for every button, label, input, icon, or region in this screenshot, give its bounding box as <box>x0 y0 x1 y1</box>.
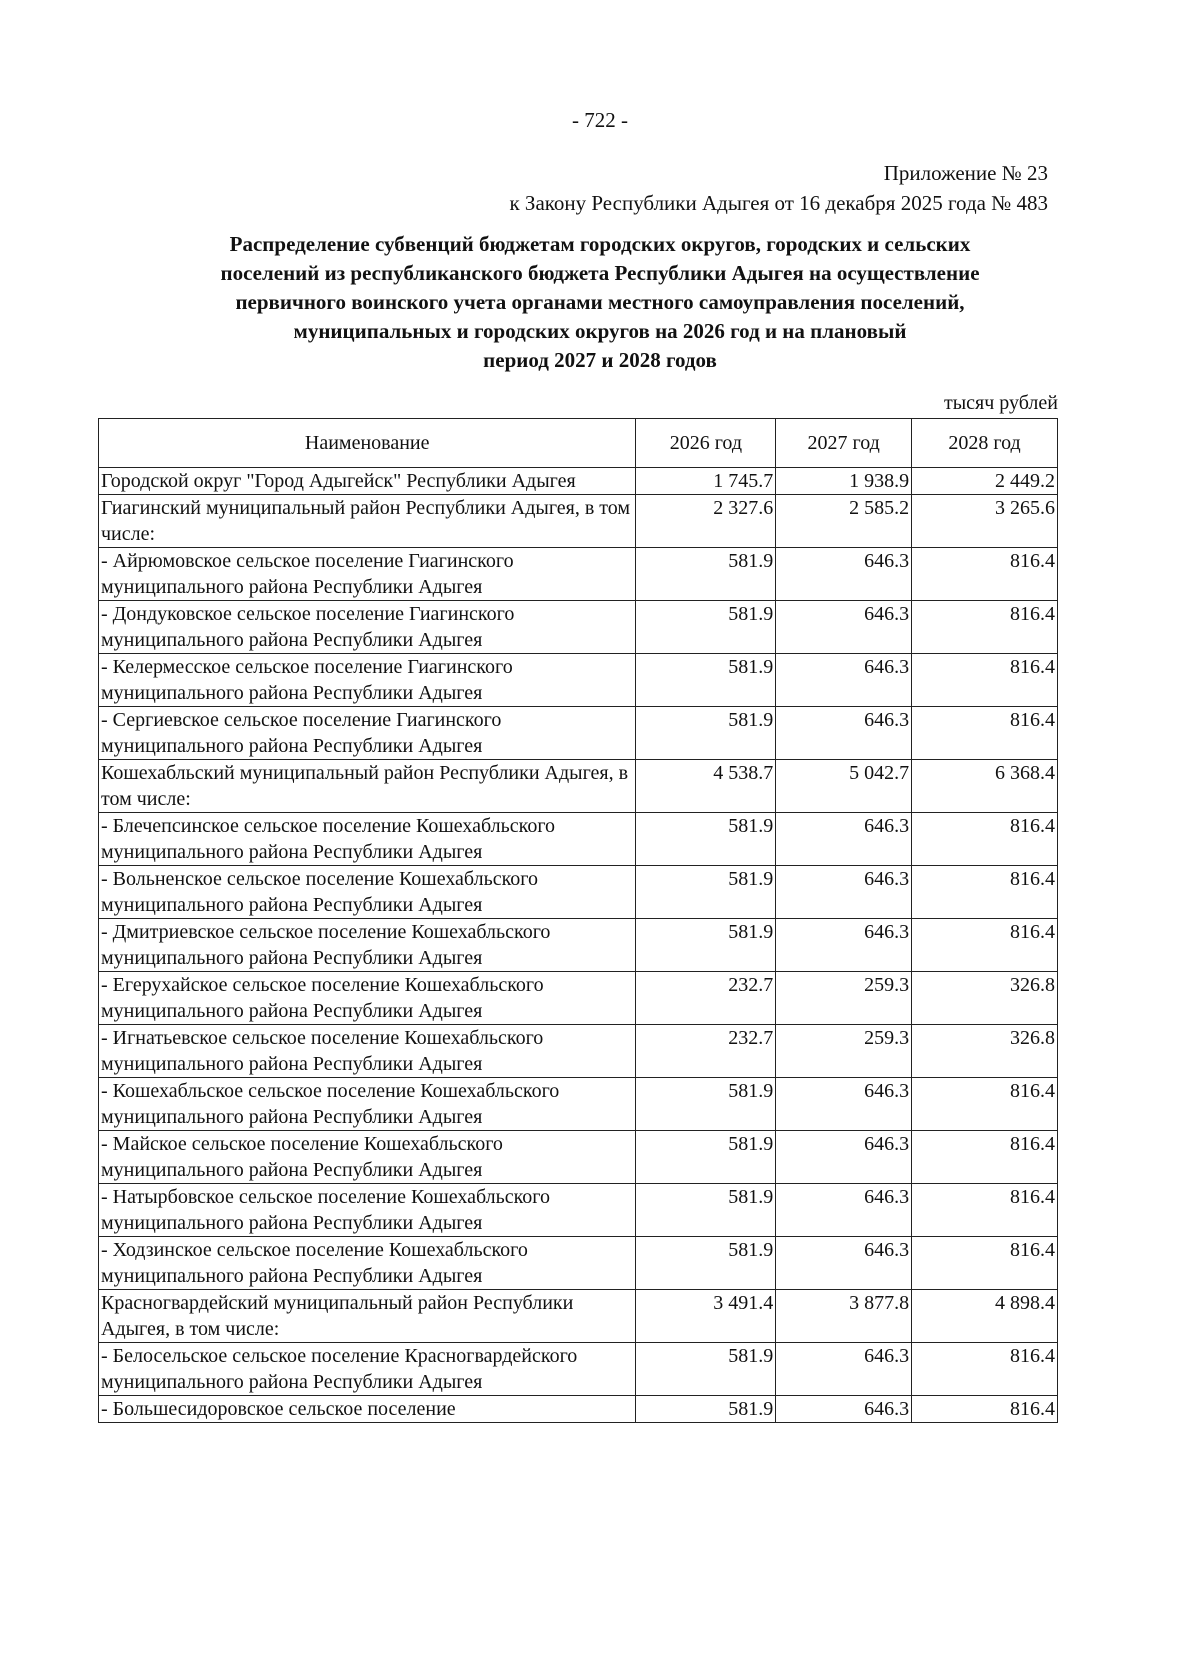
row-name-cell: - Блечепсинское сельское поселение Кошехабльского муниципального района Республики Адыгея <box>99 813 636 866</box>
table-row <box>99 919 1058 972</box>
value-2028-cell: 4 898.4 <box>912 1290 1058 1343</box>
value-2027-cell: 259.3 <box>776 1025 912 1078</box>
row-name-cell: - Майское сельское поселение Кошехабльского муниципального района Республики Адыгея <box>99 1131 636 1184</box>
table-row <box>99 548 1058 601</box>
value-2027-cell: 646.3 <box>776 866 912 919</box>
title-line: муниципальных и городских округов на 2026 год и на плановый <box>293 319 907 343</box>
column-header-name: Наименование <box>99 419 636 468</box>
value-2027-cell: 2 585.2 <box>776 495 912 548</box>
row-name-cell: - Игнатьевское сельское поселение Кошехабльского муниципального района Республики Адыгея <box>99 1025 636 1078</box>
value-2027-cell: 646.3 <box>776 707 912 760</box>
value-2026-cell: 581.9 <box>636 707 776 760</box>
value-2028-cell: 816.4 <box>912 866 1058 919</box>
value-2026-cell: 581.9 <box>636 1078 776 1131</box>
row-name-cell: - Натырбовское сельское поселение Кошехабльского муниципального района Республики Адыгея <box>99 1184 636 1237</box>
table-body <box>99 468 1058 1423</box>
value-2026-cell: 581.9 <box>636 866 776 919</box>
value-2026-cell: 581.9 <box>636 548 776 601</box>
row-name-cell: - Дондуковское сельское поселение Гиагинского муниципального района Республики Адыгея <box>99 601 636 654</box>
table-row <box>99 813 1058 866</box>
value-2026-cell: 581.9 <box>636 601 776 654</box>
value-2026-cell: 2 327.6 <box>636 495 776 548</box>
value-2026-cell: 4 538.7 <box>636 760 776 813</box>
table-row <box>99 760 1058 813</box>
annex-number: Приложение № 23 <box>883 161 1048 185</box>
value-2026-cell: 232.7 <box>636 972 776 1025</box>
value-2027-cell: 646.3 <box>776 919 912 972</box>
row-name-cell: - Ходзинское сельское поселение Кошехабльского муниципального района Республики Адыгея <box>99 1237 636 1290</box>
value-2027-cell: 646.3 <box>776 601 912 654</box>
table-row <box>99 1078 1058 1131</box>
value-2027-cell: 5 042.7 <box>776 760 912 813</box>
page-number: - 722 - <box>572 108 628 132</box>
value-2028-cell: 816.4 <box>912 813 1058 866</box>
row-name-cell: - Егерухайское сельское поселение Кошехабльского муниципального района Республики Адыгея <box>99 972 636 1025</box>
value-2028-cell: 816.4 <box>912 919 1058 972</box>
table-row <box>99 707 1058 760</box>
value-2028-cell: 326.8 <box>912 972 1058 1025</box>
table-row <box>99 866 1058 919</box>
value-2028-cell: 326.8 <box>912 1025 1058 1078</box>
table-row <box>99 1343 1058 1396</box>
value-2027-cell: 3 877.8 <box>776 1290 912 1343</box>
value-2027-cell: 259.3 <box>776 972 912 1025</box>
table-row <box>99 601 1058 654</box>
value-2028-cell: 816.4 <box>912 654 1058 707</box>
title-line: период 2027 и 2028 годов <box>483 348 717 372</box>
value-2027-cell: 646.3 <box>776 1131 912 1184</box>
value-2028-cell: 816.4 <box>912 1078 1058 1131</box>
annex-law-reference: к Закону Республики Адыгея от 16 декабря 2025 года № 483 <box>509 191 1048 215</box>
column-header-2026: 2026 год <box>636 419 776 468</box>
value-2028-cell: 816.4 <box>912 1131 1058 1184</box>
value-2028-cell: 6 368.4 <box>912 760 1058 813</box>
row-name-cell: - Дмитриевское сельское поселение Кошехабльского муниципального района Республики Адыгея <box>99 919 636 972</box>
value-2028-cell: 2 449.2 <box>912 468 1058 495</box>
value-2026-cell: 581.9 <box>636 1343 776 1396</box>
value-2028-cell: 3 265.6 <box>912 495 1058 548</box>
value-2027-cell: 646.3 <box>776 813 912 866</box>
value-2028-cell: 816.4 <box>912 601 1058 654</box>
value-2027-cell: 646.3 <box>776 654 912 707</box>
title-line: поселений из республиканского бюджета Республики Адыгея на осуществление <box>220 261 980 285</box>
value-2028-cell: 816.4 <box>912 1396 1058 1423</box>
value-2026-cell: 581.9 <box>636 1396 776 1423</box>
row-name-cell: - Вольненское сельское поселение Кошехабльского муниципального района Республики Адыгея <box>99 866 636 919</box>
value-2026-cell: 581.9 <box>636 1184 776 1237</box>
value-2027-cell: 1 938.9 <box>776 468 912 495</box>
value-2026-cell: 3 491.4 <box>636 1290 776 1343</box>
value-2027-cell: 646.3 <box>776 1343 912 1396</box>
units-label: тысяч рублей <box>943 392 1058 414</box>
value-2027-cell: 646.3 <box>776 1184 912 1237</box>
value-2026-cell: 581.9 <box>636 1131 776 1184</box>
row-name-cell: - Кошехабльское сельское поселение Кошехабльского муниципального района Республики Адыгея <box>99 1078 636 1131</box>
column-header-2028: 2028 год <box>912 419 1058 468</box>
title-line: Распределение субвенций бюджетам городских округов, городских и сельских <box>229 232 971 256</box>
row-name-cell: - Большесидоровское сельское поселение <box>99 1396 636 1423</box>
value-2028-cell: 816.4 <box>912 1343 1058 1396</box>
table-row <box>99 654 1058 707</box>
table-row <box>99 972 1058 1025</box>
value-2026-cell: 581.9 <box>636 654 776 707</box>
row-name-cell: - Келермесское сельское поселение Гиагинского муниципального района Республики Адыгея <box>99 654 636 707</box>
table-row <box>99 1290 1058 1343</box>
table-row <box>99 1237 1058 1290</box>
table-row <box>99 1025 1058 1078</box>
table-row <box>99 1396 1058 1423</box>
value-2026-cell: 581.9 <box>636 919 776 972</box>
document-title <box>160 230 1040 375</box>
row-name-cell: Городской округ "Город Адыгейск" Республики Адыгея <box>99 468 636 495</box>
value-2028-cell: 816.4 <box>912 1237 1058 1290</box>
title-line: первичного воинского учета органами местного самоуправления поселений, <box>235 290 965 314</box>
table-row <box>99 495 1058 548</box>
table-row <box>99 1131 1058 1184</box>
value-2026-cell: 581.9 <box>636 813 776 866</box>
value-2028-cell: 816.4 <box>912 707 1058 760</box>
annex-reference <box>509 158 1048 218</box>
value-2028-cell: 816.4 <box>912 548 1058 601</box>
row-name-cell: - Айрюмовское сельское поселение Гиагинского муниципального района Республики Адыгея <box>99 548 636 601</box>
value-2026-cell: 232.7 <box>636 1025 776 1078</box>
row-name-cell: - Сергиевское сельское поселение Гиагинского муниципального района Республики Адыгея <box>99 707 636 760</box>
value-2027-cell: 646.3 <box>776 1396 912 1423</box>
value-2028-cell: 816.4 <box>912 1184 1058 1237</box>
subvention-table <box>98 418 1058 1423</box>
value-2026-cell: 1 745.7 <box>636 468 776 495</box>
table-header-row <box>99 419 1058 468</box>
table-row <box>99 468 1058 495</box>
value-2027-cell: 646.3 <box>776 1078 912 1131</box>
value-2026-cell: 581.9 <box>636 1237 776 1290</box>
row-name-cell: Гиагинский муниципальный район Республики Адыгея, в том числе: <box>99 495 636 548</box>
row-name-cell: Кошехабльский муниципальный район Республики Адыгея, в том числе: <box>99 760 636 813</box>
column-header-2027: 2027 год <box>776 419 912 468</box>
table-row <box>99 1184 1058 1237</box>
value-2027-cell: 646.3 <box>776 1237 912 1290</box>
row-name-cell: - Белосельское сельское поселение Красногвардейского муниципального района Республики Адыгея <box>99 1343 636 1396</box>
value-2027-cell: 646.3 <box>776 548 912 601</box>
row-name-cell: Красногвардейский муниципальный район Республики Адыгея, в том числе: <box>99 1290 636 1343</box>
